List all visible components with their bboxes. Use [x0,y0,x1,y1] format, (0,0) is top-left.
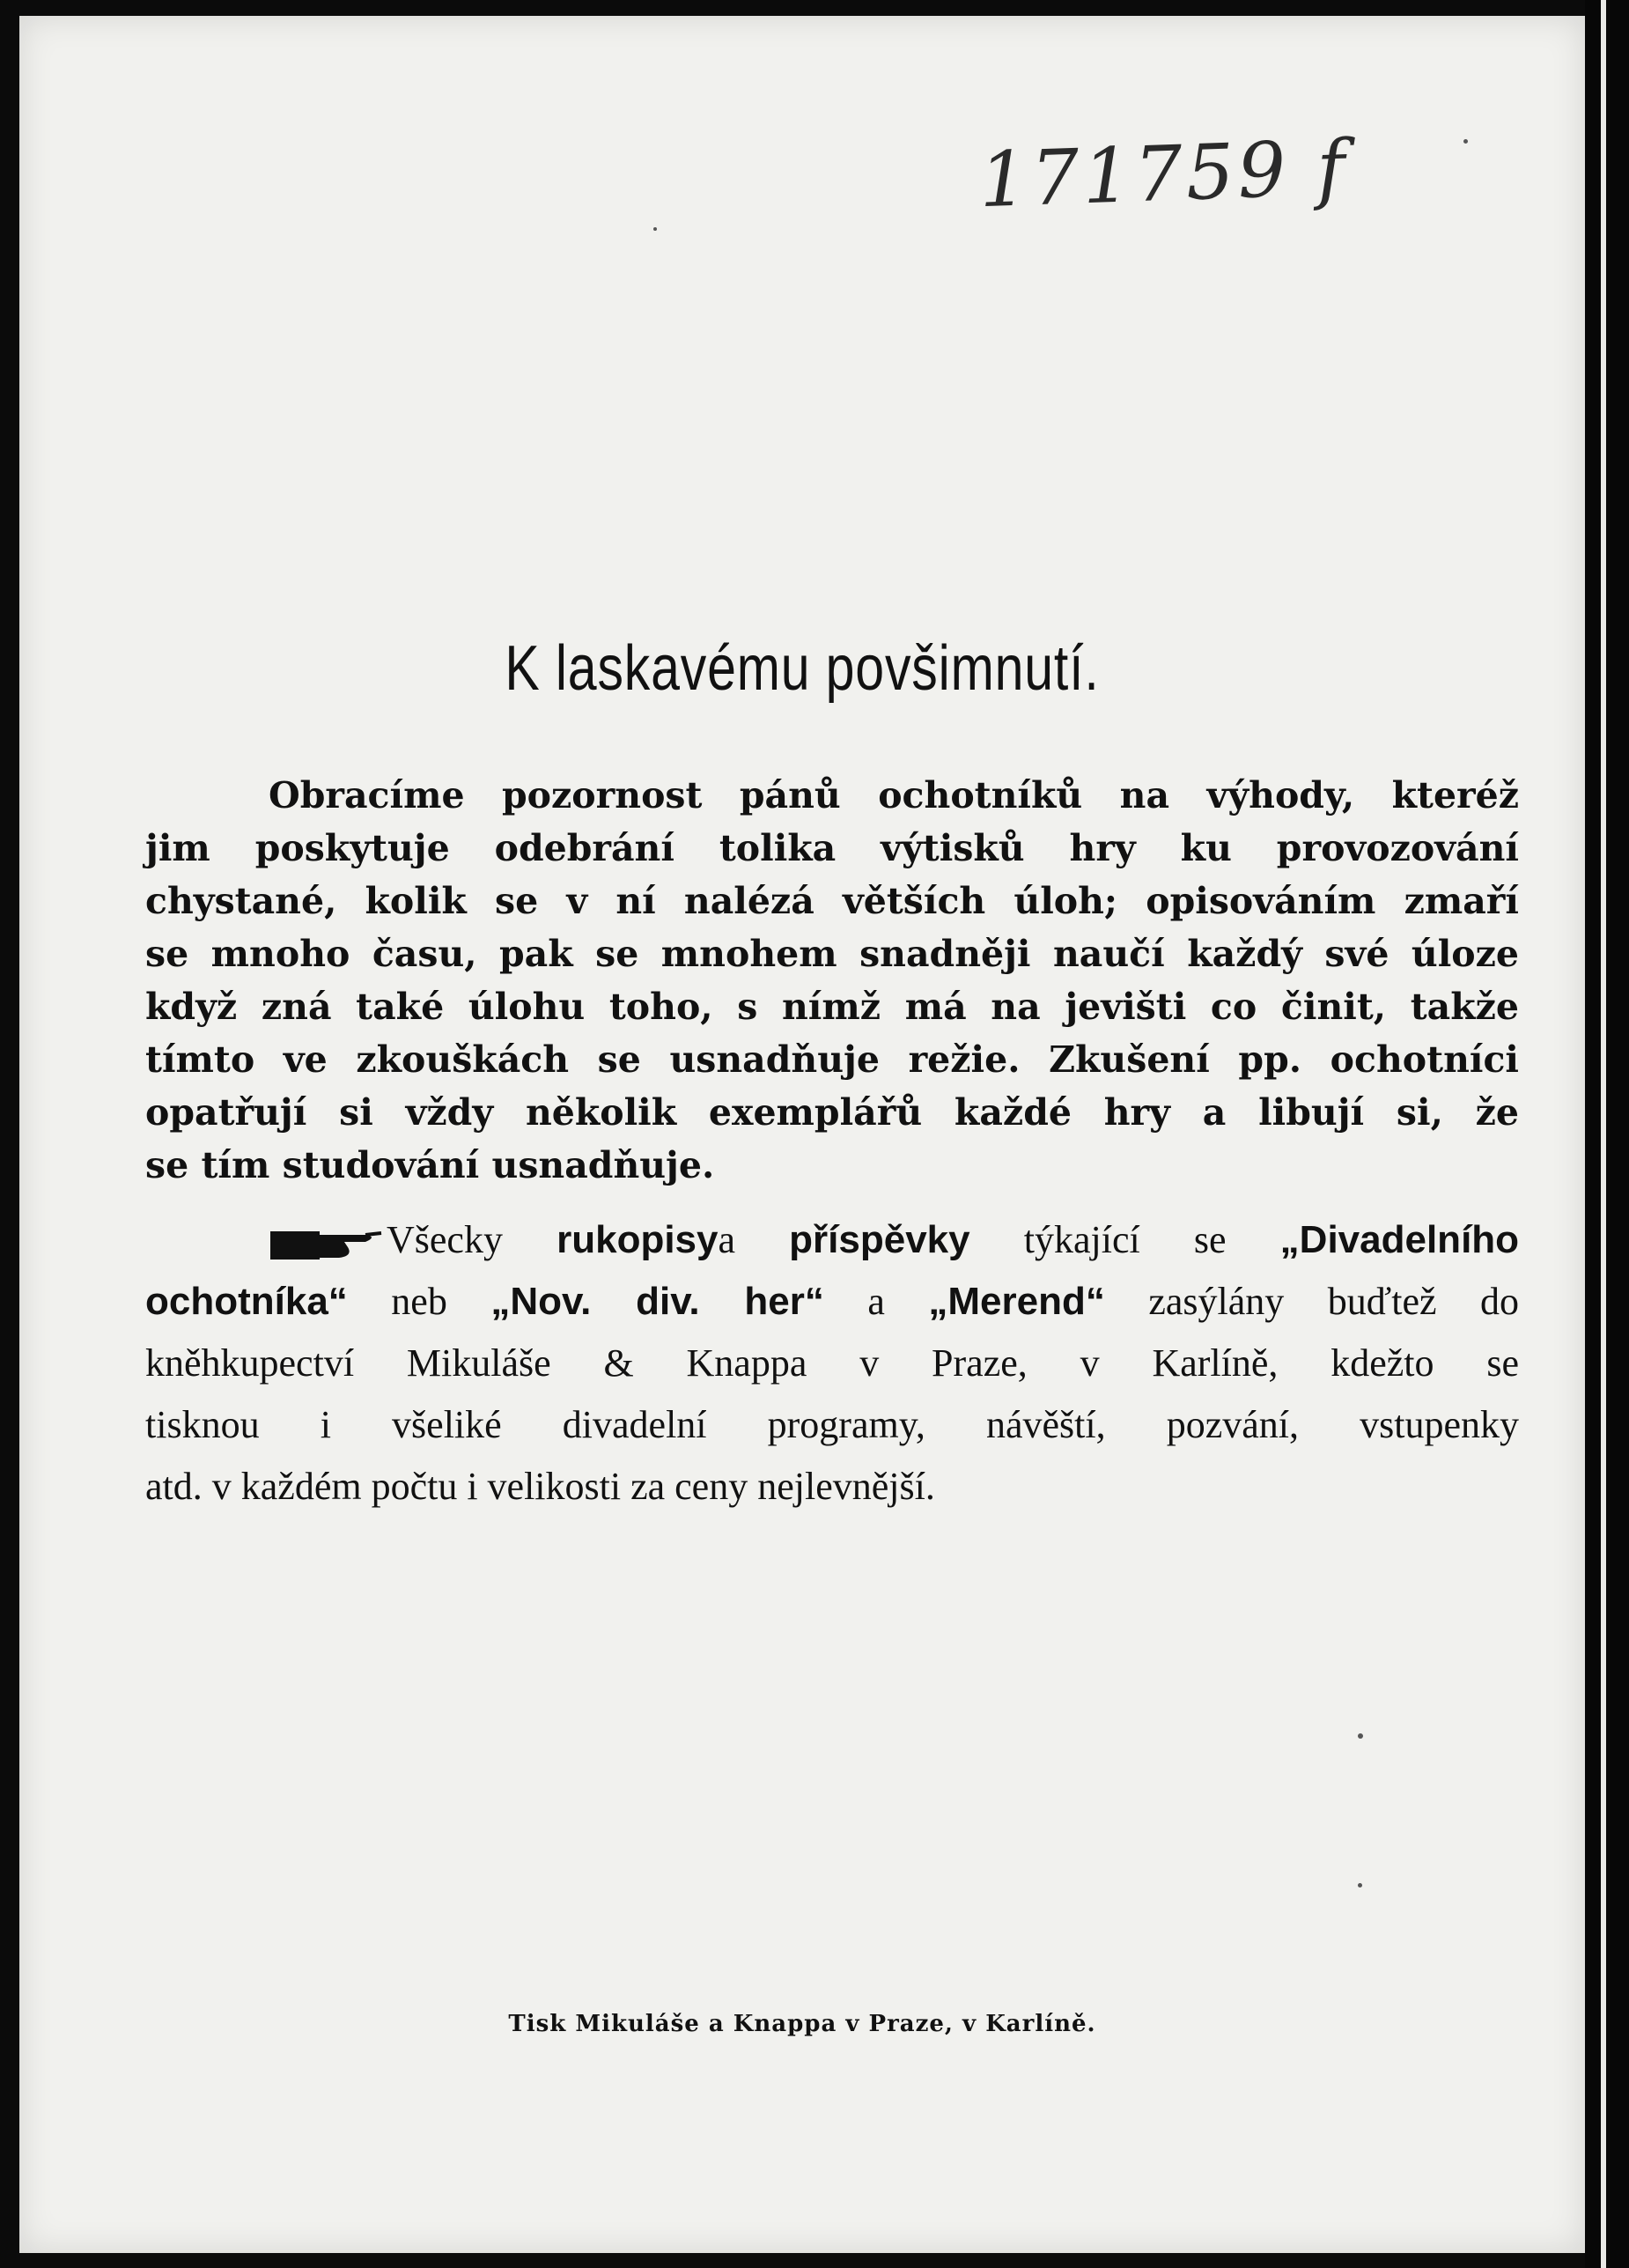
advert-bold-text: ochotníka“ [145,1280,348,1323]
advert-text: zasýlány buďtež do [1148,1280,1520,1323]
scan-speck [1358,1733,1363,1739]
advert-bold-text: „Divadelního [1279,1218,1520,1261]
advert-bold-text: příspěvky [789,1218,970,1261]
advert-paragraph [145,1209,1519,1518]
scan-gutter [1585,0,1629,2268]
pointing-hand-icon [269,1226,383,1261]
scan-speck [1358,1883,1362,1888]
notice-line: se tím studování usnadňuje. [145,1144,715,1186]
advert-bold-text: rukopisy [557,1218,719,1261]
notice-line: Obracíme pozornost pánů ochotníků na výhody, kteréž [269,774,1519,816]
advert-text: Všecky [387,1218,503,1261]
advert-bold-text: „Nov. div. her“ [490,1280,824,1323]
printer-imprint: Tisk Mikuláše a Knappa v Praze, v Karlíně. [508,2011,1096,2037]
scan-speck [653,227,657,231]
next-page-edge [1601,0,1606,2268]
advert-line: atd. v každém počtu i velikosti za ceny nejlevnější. [145,1465,935,1508]
notice-line: se mnoho času, pak se mnohem snadněji naučí každý své úloze [145,933,1519,975]
notice-line: jim poskytuje odebrání tolika výtisků hry ku provozování [145,827,1519,869]
document-page [19,16,1585,2253]
advert-line: kněhkupectví Mikuláše & Knappa v Praze, v Karlíně, kdežto se [145,1341,1519,1385]
advert-line [145,1209,1519,1271]
advert-text: neb [391,1280,447,1323]
handwritten-shelfmark: 171759 f [977,123,1351,225]
advert-text: a [867,1280,885,1323]
advert-line: tisknou i všeliké divadelní programy, návěští, pozvání, vstupenky [145,1403,1519,1446]
notice-line: opatřují si vždy několik exemplářů každé hry a libují si, že [145,1091,1519,1134]
scan-speck [1463,139,1468,144]
page-title: K laskavému povšimnutí. [505,633,1100,704]
notice-paragraph [145,769,1519,1192]
notice-line: tímto ve zkouškách se usnadňuje režie. Zkušení pp. ochotníci [145,1038,1519,1081]
notice-line: když zná také úlohu toho, s nímž má na jevišti co činit, takže [145,986,1519,1028]
advert-bold-text: „Merend“ [928,1280,1105,1323]
notice-line: chystané, kolik se v ní nalézá větších úloh; opisováním zmaří [145,880,1519,922]
advert-text: týkající se [1023,1218,1227,1261]
advert-text: a [718,1218,736,1261]
advert-line [145,1271,1519,1333]
